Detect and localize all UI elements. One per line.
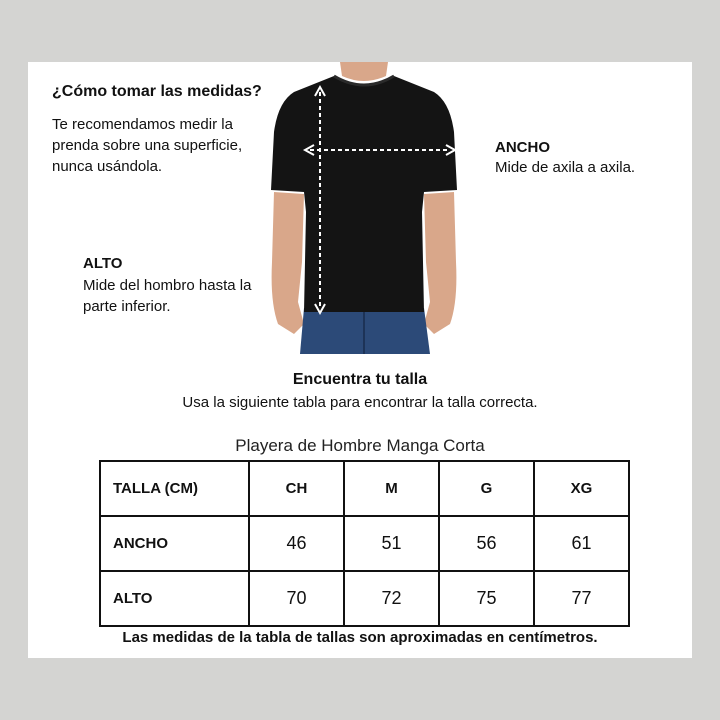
size-header: M: [344, 461, 439, 516]
alto-label: ALTO: [83, 255, 123, 272]
size-header: XG: [534, 461, 629, 516]
find-size-title: Encuentra tu talla: [292, 371, 428, 388]
table-cell: 72: [344, 571, 439, 626]
model-right-arm: [424, 192, 456, 334]
table-cell: 61: [534, 516, 629, 571]
table-cell: 70: [249, 571, 344, 626]
size-guide-card: [28, 62, 692, 658]
model-neck: [340, 62, 388, 81]
size-table: [99, 460, 630, 627]
howto-title: ¿Cómo tomar las medidas?: [52, 83, 262, 100]
find-size-subtitle: Usa la siguiente tabla para encontrar la talla correcta.: [182, 394, 538, 411]
howto-text: Te recomendamos medir la prenda sobre una superficie, nunca usándola.: [52, 116, 243, 175]
row-label: ALTO: [100, 571, 249, 626]
table-row: [100, 571, 629, 626]
size-header: CH: [249, 461, 344, 516]
table-cell: 46: [249, 516, 344, 571]
table-caption: Playera de Hombre Manga Corta: [235, 436, 485, 455]
ancho-label: ANCHO: [495, 139, 550, 156]
table-row: [100, 516, 629, 571]
row-label: ANCHO: [100, 516, 249, 571]
table-cell: 77: [534, 571, 629, 626]
alto-description: Mide del hombro hasta la parte inferior.: [83, 277, 252, 315]
disclaimer-note: Las medidas de la tabla de tallas son aproximadas en centímetros.: [122, 629, 598, 646]
table-cell: 75: [439, 571, 534, 626]
table-header-row: [100, 461, 629, 516]
tshirt-model-image: [264, 62, 464, 354]
ancho-description: Mide de axila a axila.: [495, 159, 636, 176]
model-left-arm: [272, 192, 304, 334]
size-header: G: [439, 461, 534, 516]
table-cell: 56: [439, 516, 534, 571]
table-cell: 51: [344, 516, 439, 571]
table-header-label: TALLA (CM): [100, 461, 249, 516]
